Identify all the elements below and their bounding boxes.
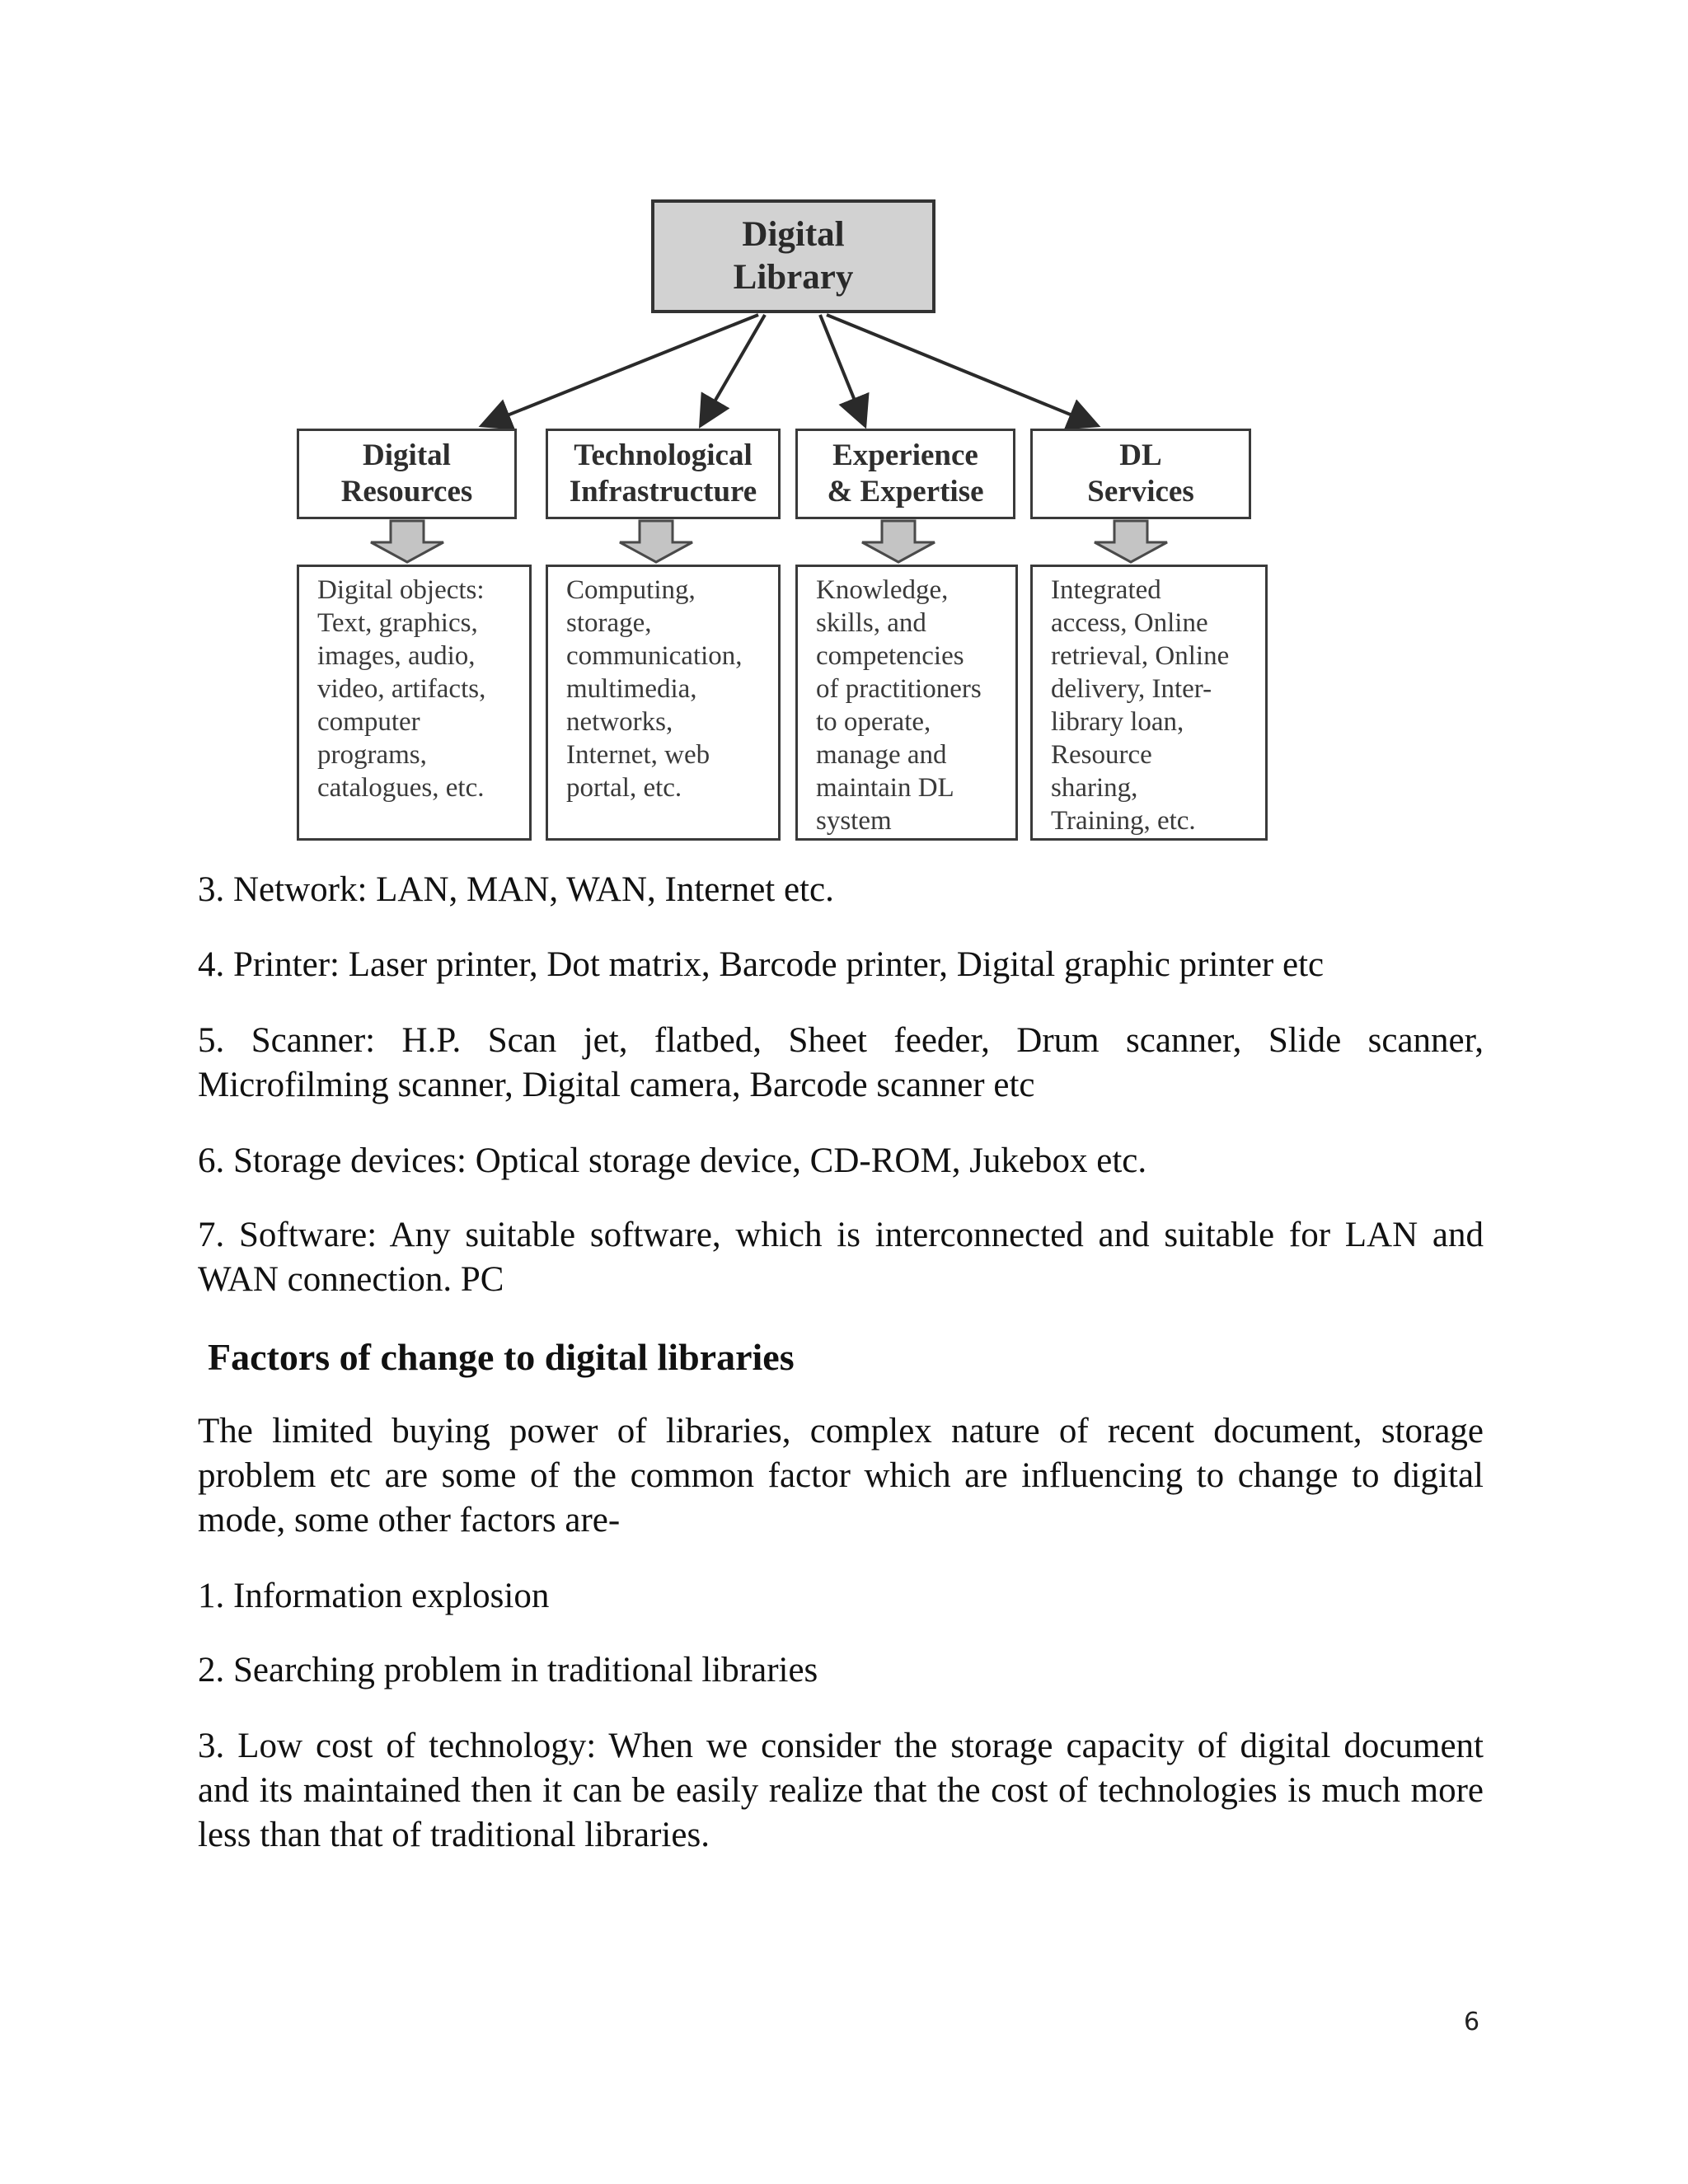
- details-experience-expertise: [795, 565, 1018, 841]
- detail-line: delivery, Inter-: [1051, 674, 1212, 704]
- detail-line: Computing,: [566, 575, 696, 605]
- arrow-to-technological-infrastructure: [702, 315, 765, 423]
- category-line-1: DL: [1119, 438, 1162, 472]
- list-item-network: 3. Network: LAN, MAN, WAN, Internet etc.: [198, 870, 834, 909]
- detail-line: of practitioners: [816, 674, 982, 704]
- block-arrow-experience-expertise: [862, 521, 935, 562]
- detail-line: images, audio,: [317, 641, 476, 671]
- list-item-software: 7. Software: Any suitable software, which is interconnected and suitable for LAN and WAN connection. PC: [198, 1216, 1484, 1299]
- detail-line: portal, etc.: [566, 773, 682, 803]
- detail-line: manage and: [816, 740, 947, 770]
- block-arrow-dl-services: [1095, 521, 1167, 562]
- category-line-2: & Expertise: [827, 475, 984, 509]
- detail-line: communication,: [566, 641, 743, 671]
- details-dl-services: [1030, 565, 1268, 841]
- root-line-1: Digital: [742, 215, 845, 255]
- section-heading: Factors of change to digital libraries: [208, 1336, 795, 1378]
- details-technological-infrastructure: [546, 565, 781, 841]
- detail-line: Integrated: [1051, 575, 1161, 605]
- category-line-2: Resources: [340, 475, 473, 509]
- detail-line: competencies: [816, 641, 964, 671]
- category-dl-services: [1030, 429, 1251, 519]
- detail-line: networks,: [566, 707, 673, 737]
- factor-item: 2. Searching problem in traditional libraries: [198, 1651, 818, 1690]
- arrow-to-experience-expertise: [820, 315, 864, 423]
- arrow-to-digital-resources: [485, 315, 758, 424]
- section-intro-paragraph: The limited buying power of libraries, complex nature of recent document, storage problem etc are some of the common factor which are influencing to change to digital mode, some other factors are-: [198, 1412, 1484, 1540]
- digital-library-root-box: [651, 199, 935, 313]
- detail-line: sharing,: [1051, 773, 1138, 803]
- detail-line: access, Online: [1051, 608, 1208, 638]
- list-item-storage-devices: 6. Storage devices: Optical storage device, CD-ROM, Jukebox etc.: [198, 1141, 1147, 1180]
- category-line-2: Infrastructure: [569, 475, 757, 509]
- detail-line: Knowledge,: [816, 575, 949, 605]
- detail-line: Resource: [1051, 740, 1152, 770]
- category-line-1: Digital: [363, 438, 451, 472]
- detail-line: to operate,: [816, 707, 931, 737]
- details-digital-resources: [297, 565, 532, 841]
- factor-item: 1. Information explosion: [198, 1577, 550, 1615]
- arrow-to-dl-services: [827, 315, 1095, 424]
- category-technological-infrastructure: [546, 429, 781, 519]
- detail-line: system: [816, 806, 892, 836]
- category-line-2: Services: [1087, 475, 1194, 509]
- detail-line: catalogues, etc.: [317, 773, 485, 803]
- list-item-scanner: 5. Scanner: H.P. Scan jet, flatbed, Sheet feeder, Drum scanner, Slide scanner, Microfilming scanner, Digital camera, Barcode scanner etc: [198, 1021, 1484, 1104]
- block-arrow-technological-infrastructure: [620, 521, 692, 562]
- category-digital-resources: [297, 429, 517, 519]
- detail-line: multimedia,: [566, 674, 697, 704]
- detail-line: Text, graphics,: [317, 608, 478, 638]
- detail-line: computer: [317, 707, 420, 737]
- detail-line: video, artifacts,: [317, 674, 486, 704]
- detail-line: maintain DL: [816, 773, 954, 803]
- detail-line: storage,: [566, 608, 652, 638]
- category-experience-expertise: [795, 429, 1015, 519]
- block-arrow-digital-resources: [371, 521, 443, 562]
- category-line-1: Technological: [574, 438, 753, 472]
- digital-library-diagram: [0, 0, 1688, 849]
- detail-line: Training, etc.: [1051, 806, 1196, 836]
- category-line-1: Experience: [832, 438, 978, 472]
- detail-line: library loan,: [1051, 707, 1184, 737]
- detail-line: Digital objects:: [317, 575, 485, 605]
- detail-line: Internet, web: [566, 740, 710, 770]
- root-line-2: Library: [733, 258, 854, 297]
- detail-line: retrieval, Online: [1051, 641, 1230, 671]
- detail-line: programs,: [317, 740, 427, 770]
- list-item-printer: 4. Printer: Laser printer, Dot matrix, Barcode printer, Digital graphic printer etc: [198, 945, 1325, 984]
- factor-item: 3. Low cost of technology: When we consider the storage capacity of digital document and its maintained then it can be easily realize that the cost of technologies is much more less than that of traditional libraries.: [198, 1727, 1484, 1854]
- detail-line: skills, and: [816, 608, 926, 638]
- page-number: 6: [1464, 2008, 1480, 2036]
